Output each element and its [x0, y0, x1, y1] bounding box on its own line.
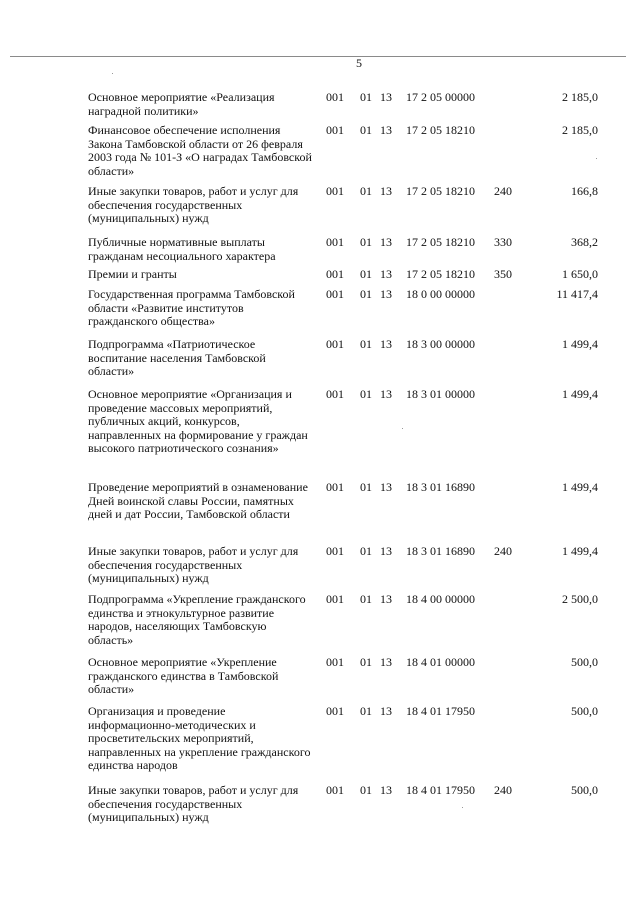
- row-target-article: 17 2 05 18210: [406, 267, 475, 281]
- row-subsection: 13: [380, 655, 392, 669]
- row-sum: 2 185,0: [562, 90, 598, 104]
- row-subsection: 13: [380, 480, 392, 494]
- row-description: Публичные нормативные выплаты гражданам несоциального характера: [88, 235, 276, 263]
- row-target-article: 18 3 01 00000: [406, 387, 475, 401]
- row-target-article: 18 4 01 17950: [406, 704, 475, 718]
- row-sum: 500,0: [571, 655, 598, 669]
- row-admin-code: 001: [326, 287, 344, 301]
- row-section: 01: [360, 655, 372, 669]
- row-admin-code: 001: [326, 267, 344, 281]
- row-section: 01: [360, 90, 372, 104]
- row-section: 01: [360, 704, 372, 718]
- row-section: 01: [360, 783, 372, 797]
- row-admin-code: 001: [326, 123, 344, 137]
- row-target-article: 17 2 05 18210: [406, 184, 475, 198]
- row-description: Подпрограмма «Патриотическое воспитание населения Тамбовской области»: [88, 337, 266, 378]
- row-section: 01: [360, 287, 372, 301]
- row-sum: 1 650,0: [562, 267, 598, 281]
- row-description: Иные закупки товаров, работ и услуг для обеспечения государственных (муниципальных) нужд: [88, 184, 299, 225]
- row-admin-code: 001: [326, 783, 344, 797]
- row-target-article: 18 3 01 16890: [406, 480, 475, 494]
- row-subsection: 13: [380, 287, 392, 301]
- row-target-article: 17 2 05 00000: [406, 90, 475, 104]
- row-section: 01: [360, 337, 372, 351]
- row-expense-type: 350: [494, 267, 512, 281]
- row-description: Государственная программа Тамбовской области «Развитие институтов гражданского общества»: [88, 287, 295, 328]
- row-target-article: 18 0 00 00000: [406, 287, 475, 301]
- row-section: 01: [360, 480, 372, 494]
- row-subsection: 13: [380, 704, 392, 718]
- row-admin-code: 001: [326, 387, 344, 401]
- row-sum: 166,8: [571, 184, 598, 198]
- row-admin-code: 001: [326, 592, 344, 606]
- row-sum: 2 185,0: [562, 123, 598, 137]
- row-admin-code: 001: [326, 655, 344, 669]
- row-sum: 1 499,4: [562, 544, 598, 558]
- row-section: 01: [360, 184, 372, 198]
- row-sum: 500,0: [571, 704, 598, 718]
- row-target-article: 18 4 01 00000: [406, 655, 475, 669]
- row-sum: 1 499,4: [562, 480, 598, 494]
- row-subsection: 13: [380, 783, 392, 797]
- row-sum: 500,0: [571, 783, 598, 797]
- row-subsection: 13: [380, 337, 392, 351]
- scan-speck: [596, 158, 597, 159]
- row-description: Иные закупки товаров, работ и услуг для обеспечения государственных (муниципальных) нужд: [88, 783, 299, 824]
- row-description: Основное мероприятие «Укрепление гражданского единства в Тамбовской области»: [88, 655, 279, 696]
- row-description: Подпрограмма «Укрепление гражданского единства и этнокультурное развитие народов, населяющих Тамбовскую область»: [88, 592, 306, 647]
- row-expense-type: 240: [494, 184, 512, 198]
- row-subsection: 13: [380, 235, 392, 249]
- row-subsection: 13: [380, 592, 392, 606]
- row-section: 01: [360, 267, 372, 281]
- row-description: Иные закупки товаров, работ и услуг для обеспечения государственных (муниципальных) нужд: [88, 544, 299, 585]
- page-number: 5: [356, 56, 362, 70]
- row-subsection: 13: [380, 184, 392, 198]
- header-rule: [10, 56, 626, 57]
- row-admin-code: 001: [326, 184, 344, 198]
- row-section: 01: [360, 235, 372, 249]
- row-target-article: 18 3 00 00000: [406, 337, 475, 351]
- row-target-article: 17 2 05 18210: [406, 235, 475, 249]
- scan-speck: [402, 428, 403, 429]
- row-expense-type: 240: [494, 544, 512, 558]
- row-target-article: 18 3 01 16890: [406, 544, 475, 558]
- row-subsection: 13: [380, 123, 392, 137]
- row-sum: 368,2: [571, 235, 598, 249]
- row-expense-type: 240: [494, 783, 512, 797]
- row-description: Проведение мероприятий в ознаменование Дней воинской славы России, памятных дней и дат России, Тамбовской области: [88, 480, 308, 521]
- row-subsection: 13: [380, 267, 392, 281]
- row-section: 01: [360, 544, 372, 558]
- row-sum: 11 417,4: [556, 287, 598, 301]
- row-section: 01: [360, 592, 372, 606]
- row-expense-type: 330: [494, 235, 512, 249]
- row-target-article: 18 4 01 17950: [406, 783, 475, 797]
- row-subsection: 13: [380, 544, 392, 558]
- row-admin-code: 001: [326, 90, 344, 104]
- row-sum: 1 499,4: [562, 387, 598, 401]
- row-description: Премии и гранты: [88, 267, 177, 281]
- row-admin-code: 001: [326, 704, 344, 718]
- row-target-article: 17 2 05 18210: [406, 123, 475, 137]
- row-description: Финансовое обеспечение исполнения Закона Тамбовской области от 26 февраля 2003 года № 101-З «О наградах Тамбовской области»: [88, 123, 312, 178]
- row-description: Организация и проведение информационно-методических и просветительских мероприятий, направленных на укрепление гражданского единства народов: [88, 704, 311, 772]
- scan-speck: [462, 807, 463, 808]
- row-section: 01: [360, 123, 372, 137]
- row-admin-code: 001: [326, 235, 344, 249]
- scan-speck: [112, 73, 113, 74]
- row-description: Основное мероприятие «Организация и проведение массовых мероприятий, публичных акций, конкурсов, направленных на формирование у граждан высокого патриотического сознания»: [88, 387, 308, 455]
- row-sum: 2 500,0: [562, 592, 598, 606]
- row-admin-code: 001: [326, 337, 344, 351]
- row-admin-code: 001: [326, 544, 344, 558]
- row-subsection: 13: [380, 90, 392, 104]
- row-admin-code: 001: [326, 480, 344, 494]
- row-subsection: 13: [380, 387, 392, 401]
- row-target-article: 18 4 00 00000: [406, 592, 475, 606]
- row-sum: 1 499,4: [562, 337, 598, 351]
- row-description: Основное мероприятие «Реализация наградной политики»: [88, 90, 275, 118]
- row-section: 01: [360, 387, 372, 401]
